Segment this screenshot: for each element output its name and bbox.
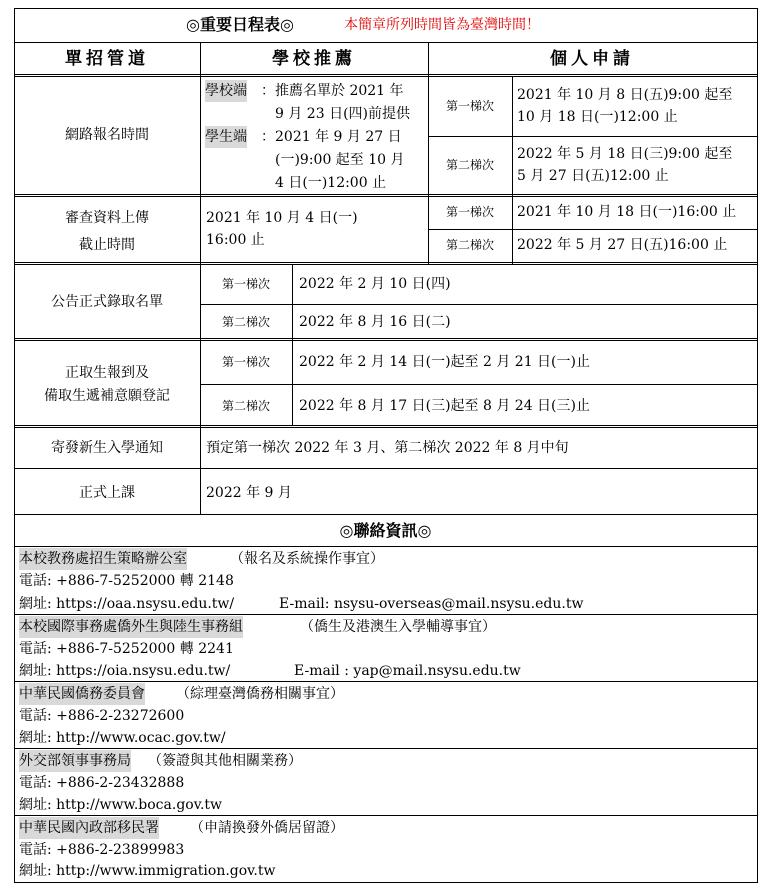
contact-desc: （僑生及港澳生入學輔導事宜） bbox=[300, 619, 496, 635]
contact-desc: （申請換發外僑居留證） bbox=[190, 820, 344, 836]
classes-label: 正式上課 bbox=[79, 485, 135, 501]
rule bbox=[14, 74, 757, 77]
header-school: 學校推薦 bbox=[272, 49, 356, 69]
rule bbox=[14, 546, 757, 547]
contact-name: 外交部領事事務局 bbox=[19, 750, 131, 772]
announce-tier2-label: 第二梯次 bbox=[221, 315, 270, 329]
contact-name: 本校教務處招生策略辦公室 bbox=[19, 548, 187, 570]
student-side-line3: 4 日(一)12:00 止 bbox=[275, 175, 387, 191]
rule bbox=[14, 262, 757, 265]
rule bbox=[14, 514, 757, 515]
rule bbox=[512, 77, 513, 264]
student-side-line1: ：2021 年 9 月 27 日 bbox=[261, 129, 402, 145]
upload-tier2-value: 2022 年 5 月 27 日(五)16:00 止 bbox=[517, 237, 728, 253]
school-side-line2: 9 月 23 日(四)前提供 bbox=[275, 106, 410, 122]
contact-phone: 電話: +886-2-23899983 bbox=[19, 842, 185, 858]
registration-label: 網路報名時間 bbox=[65, 127, 149, 143]
contact-url: 網址: http://www.immigration.gov.tw bbox=[19, 863, 276, 879]
rule bbox=[14, 42, 757, 43]
upload-label-line2: 截止時間 bbox=[79, 237, 135, 253]
contact-phone: 電話: +886-2-23432888 bbox=[19, 775, 185, 791]
contact-name: 中華民國內政部移民署 bbox=[19, 817, 159, 839]
contact-phone: 電話: +886-2-23272600 bbox=[19, 708, 185, 724]
report-tier2-label: 第二梯次 bbox=[221, 399, 270, 413]
contact-url: 網址: http://www.ocac.gov.tw/ bbox=[19, 730, 226, 746]
report-tier2-date: 2022 年 8 月 17 日(三)起至 8 月 24 日(三)止 bbox=[299, 398, 590, 414]
rule bbox=[428, 42, 429, 264]
upload-tier1-value: 2021 年 10 月 18 日(一)16:00 止 bbox=[517, 204, 737, 220]
rule bbox=[428, 136, 757, 137]
contact-desc: （報名及系統操作事宜） bbox=[230, 551, 384, 567]
contact-name: 本校國際事務處僑外生與陸生事務組 bbox=[19, 616, 243, 638]
classes-value: 2022 年 9 月 bbox=[206, 485, 292, 501]
upload-school-line1: 2021 年 10 月 4 日(一) bbox=[206, 210, 358, 226]
report-tier1-date: 2022 年 2 月 14 日(一)起至 2 月 21 日(一)止 bbox=[299, 354, 590, 370]
rule bbox=[200, 304, 757, 305]
student-side-tag: 學生端 bbox=[205, 126, 247, 148]
rule bbox=[200, 384, 757, 385]
report-tier1-label: 第一梯次 bbox=[221, 355, 270, 369]
reg-tier1-label: 第一梯次 bbox=[445, 99, 494, 113]
contact-email: E-mail: nsysu-overseas@mail.nsysu.edu.tw bbox=[279, 596, 584, 612]
announce-label: 公告正式錄取名單 bbox=[51, 294, 163, 310]
announce-tier2-date: 2022 年 8 月 16 日(二) bbox=[299, 314, 451, 330]
rule bbox=[428, 229, 757, 230]
timezone-note: 本簡章所列時間皆為臺灣時間！ bbox=[344, 17, 540, 33]
schedule-title: ◎重要日程表◎ bbox=[186, 15, 294, 34]
reg-tier2-value-line1: 2022 年 5 月 18 日(三)9:00 起至 bbox=[517, 146, 733, 162]
contact-desc: （綜理臺灣僑務相關事宜） bbox=[176, 686, 344, 702]
contact-url: 網址: http://www.boca.gov.tw bbox=[19, 797, 223, 813]
upload-school-line2: 16:00 止 bbox=[206, 232, 265, 248]
contacts-title: ◎聯絡資訊◎ bbox=[339, 521, 432, 540]
contact-url: 網址: https://oaa.nsysu.edu.tw/ bbox=[19, 596, 235, 612]
reg-tier2-value-line2: 5 月 27 日(五)12:00 止 bbox=[517, 168, 669, 184]
contact-email: E-mail : yap@mail.nsysu.edu.tw bbox=[294, 663, 521, 679]
contact-phone: 電話: +886-7-5252000 轉 2241 bbox=[19, 641, 234, 657]
header-individual: 個人申請 bbox=[550, 49, 634, 69]
upload-tier2-label: 第二梯次 bbox=[445, 238, 494, 252]
contact-phone: 電話: +886-7-5252000 轉 2148 bbox=[19, 573, 234, 589]
notice-label: 寄發新生入學通知 bbox=[51, 440, 163, 456]
rule bbox=[14, 748, 757, 749]
contact-desc: （簽證與其他相關業務） bbox=[148, 753, 302, 769]
contact-url: 網址: https://oia.nsysu.edu.tw/ bbox=[19, 663, 231, 679]
rule bbox=[292, 264, 293, 426]
rule bbox=[14, 425, 757, 428]
report-label-line2: 備取生遞補意願登記 bbox=[44, 388, 170, 404]
school-side-tag: 學校端 bbox=[205, 80, 247, 102]
rule bbox=[14, 468, 757, 469]
notice-value: 預定第一梯次 2022 年 3 月、第二梯次 2022 年 8 月中旬 bbox=[206, 440, 569, 456]
rule bbox=[14, 681, 757, 682]
student-side-line2: (一)9:00 起至 10 月 bbox=[275, 152, 405, 168]
announce-tier1-date: 2022 年 2 月 10 日(四) bbox=[299, 276, 451, 292]
contact-name: 中華民國僑務委員會 bbox=[19, 683, 145, 705]
school-side-line1: ：推薦名單於 2021 年 bbox=[261, 83, 404, 99]
rule bbox=[14, 338, 757, 341]
reg-tier2-label: 第二梯次 bbox=[445, 158, 494, 172]
upload-label-line1: 審查資料上傳 bbox=[65, 210, 149, 226]
upload-tier1-label: 第一梯次 bbox=[445, 205, 494, 219]
reg-tier1-value-line2: 10 月 18 日(一)12:00 止 bbox=[517, 109, 678, 125]
report-label-line1: 正取生報到及 bbox=[65, 365, 149, 381]
rule bbox=[14, 815, 757, 816]
rule bbox=[14, 194, 757, 197]
announce-tier1-label: 第一梯次 bbox=[221, 277, 270, 291]
header-channel: 單招管道 bbox=[65, 49, 149, 69]
rule bbox=[14, 614, 757, 615]
reg-tier1-value-line1: 2021 年 10 月 8 日(五)9:00 起至 bbox=[517, 87, 733, 103]
